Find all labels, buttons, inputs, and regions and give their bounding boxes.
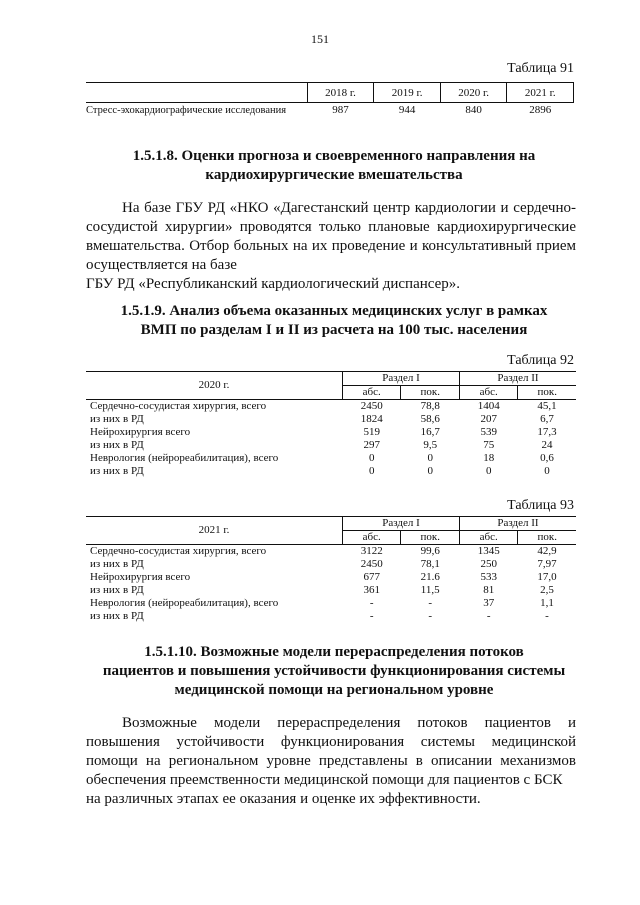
- section-heading-15110: [60, 643, 608, 700]
- cell: -: [428, 597, 433, 609]
- paragraph-last-line: ГБУ РД «Республиканский кардиологический диспансер».: [86, 276, 461, 292]
- paragraph-body: Возможные модели перераспределения потоков пациентов и повышения устойчивости функционирования системы медицинской помощи на региональном уровне представлены в описании механизмов обеспечения преемственности медицинской помощи для пациентов с БСК: [86, 715, 576, 788]
- cell: 11,5: [420, 584, 440, 596]
- row-label: Нейрохирургия всего: [90, 426, 191, 438]
- table-row: [86, 545, 576, 559]
- cell: 1345: [477, 545, 500, 557]
- cell: 17,3: [537, 426, 557, 438]
- table-91-value: 944: [398, 104, 416, 116]
- row-label: Неврология (нейрореабилитация), всего: [90, 452, 279, 464]
- table-92-pok: пок.: [401, 386, 459, 400]
- cell: 533: [480, 571, 497, 583]
- table-93-section-1: Раздел I: [342, 517, 459, 531]
- cell: 99,6: [420, 545, 440, 557]
- table-91-row-label: Стресс-эхокардиографические исследования: [86, 105, 287, 116]
- table-row: [86, 400, 576, 414]
- cell: 45,1: [537, 400, 557, 412]
- table-93-section-2: Раздел II: [459, 517, 576, 531]
- row-label: из них в РД: [90, 558, 144, 570]
- section-15110-paragraph: [86, 714, 576, 809]
- cell: -: [545, 610, 549, 622]
- table-row: [86, 426, 576, 439]
- table-93-abs: абс.: [342, 531, 401, 545]
- paragraph-last-line: на различных этапах ее оказания и оценке их эффективности.: [86, 791, 481, 807]
- heading-line: 1.5.1.10. Возможные модели перераспределения потоков: [144, 644, 524, 660]
- row-label: из них в РД: [90, 465, 144, 477]
- cell: 539: [480, 426, 497, 438]
- paragraph-body: На базе ГБУ РД «НКО «Дагестанский центр кардиологии и сердечно-сосудистой хирургии» проводятся только плановые кардиохирургические вмешательства. Отбор больных на их проведение и консультативный прием осуществляется на базе: [86, 200, 576, 273]
- cell: -: [369, 597, 374, 609]
- row-label: из них в РД: [90, 413, 144, 425]
- table-92-abs: абс.: [342, 386, 401, 400]
- table-row: [86, 571, 576, 584]
- table-92-section-2: Раздел II: [459, 372, 576, 386]
- table-91-value: 840: [465, 104, 482, 116]
- heading-line: 1.5.1.8. Оценки прогноза и своевременного направления на: [132, 148, 536, 164]
- cell: 18: [483, 452, 495, 464]
- table-91: [86, 82, 574, 117]
- table-row: [86, 413, 576, 426]
- table-91-value: 2896: [529, 104, 552, 116]
- cell: 0: [427, 452, 433, 464]
- table-93-pok: пок.: [401, 531, 459, 545]
- heading-line: медицинской помощи на региональном уровне: [174, 682, 494, 698]
- table-93-abs: абс.: [459, 531, 518, 545]
- cell: 37: [483, 597, 495, 609]
- table-row: [86, 584, 576, 597]
- cell: 2450: [360, 558, 383, 570]
- table-row: [86, 452, 576, 465]
- row-label: Нейрохирургия всего: [90, 571, 191, 583]
- table-92-pok: пок.: [518, 386, 576, 400]
- table-row: [86, 597, 576, 610]
- cell: 0: [368, 465, 375, 477]
- table-92-year: 2020 г.: [86, 372, 342, 400]
- table-row: [86, 610, 576, 623]
- table-93-pok: пок.: [518, 531, 576, 545]
- cell: -: [369, 610, 374, 622]
- cell: 0,6: [540, 452, 554, 464]
- cell: 81: [483, 584, 495, 596]
- cell: 2450: [360, 400, 383, 412]
- heading-line: 1.5.1.9. Анализ объема оказанных медицинских услуг в рамках: [120, 303, 548, 319]
- cell: 58,6: [420, 413, 440, 425]
- table-91-corner: [86, 83, 307, 103]
- section-heading-1518: [60, 147, 608, 185]
- cell: 677: [363, 571, 380, 583]
- cell: 3122: [360, 545, 383, 557]
- cell: 42,9: [537, 545, 557, 557]
- table-row: [86, 558, 576, 571]
- row-label: из них в РД: [90, 610, 144, 622]
- cell: 0: [544, 465, 550, 477]
- cell: 1,1: [540, 597, 554, 609]
- page-number: 151: [311, 32, 329, 46]
- table-91-year: 2020 г.: [440, 83, 507, 103]
- cell: 2,5: [540, 584, 554, 596]
- cell: 7,97: [537, 558, 557, 570]
- cell: 17,0: [537, 571, 557, 583]
- cell: 0: [368, 452, 375, 464]
- cell: 1404: [477, 400, 500, 412]
- heading-line: ВМП по разделам I и II из расчета на 100 тыс. населения: [140, 322, 528, 338]
- heading-line: пациентов и повышения устойчивости функционирования системы: [102, 663, 566, 679]
- cell: 78,1: [420, 558, 440, 570]
- row-label: Сердечно-сосудистая хирургия, всего: [90, 400, 267, 412]
- cell: 21.6: [420, 571, 440, 583]
- cell: 9,5: [423, 439, 438, 451]
- cell: 24: [541, 439, 553, 451]
- heading-line: кардиохирургические вмешательства: [205, 167, 463, 183]
- cell: 519: [363, 426, 380, 438]
- table-92-caption: Таблица 92: [507, 353, 574, 368]
- cell: 361: [363, 584, 380, 596]
- table-92-abs: абс.: [459, 386, 518, 400]
- table-91-caption: Таблица 91: [507, 61, 574, 76]
- row-label: из них в РД: [90, 439, 144, 451]
- cell: -: [428, 610, 433, 622]
- table-row: [86, 465, 576, 478]
- row-label: Неврология (нейрореабилитация), всего: [90, 597, 279, 609]
- table-row: [86, 439, 576, 452]
- table-93-caption: Таблица 93: [507, 498, 574, 513]
- cell: 78,8: [420, 400, 440, 412]
- row-label: из них в РД: [90, 584, 144, 596]
- cell: 250: [480, 558, 497, 570]
- cell: 6,7: [540, 413, 554, 425]
- cell: 16,7: [420, 426, 440, 438]
- table-91-year: 2018 г.: [307, 83, 374, 103]
- cell: 207: [480, 413, 497, 425]
- table-93: [86, 516, 576, 623]
- row-label: Сердечно-сосудистая хирургия, всего: [90, 545, 267, 557]
- cell: 297: [363, 439, 380, 451]
- cell: 75: [483, 439, 495, 451]
- cell: 1824: [360, 413, 383, 425]
- table-91-year: 2021 г.: [507, 83, 574, 103]
- table-92-section-1: Раздел I: [342, 372, 459, 386]
- table-91-year: 2019 г.: [374, 83, 441, 103]
- table-91-value: 987: [332, 104, 349, 116]
- table-92: [86, 371, 576, 478]
- table-93-year: 2021 г.: [86, 517, 342, 545]
- cell: 0: [427, 465, 433, 477]
- section-heading-1519: [60, 302, 608, 340]
- cell: 0: [485, 465, 492, 477]
- section-1518-paragraph: [86, 199, 576, 294]
- cell: -: [486, 610, 491, 622]
